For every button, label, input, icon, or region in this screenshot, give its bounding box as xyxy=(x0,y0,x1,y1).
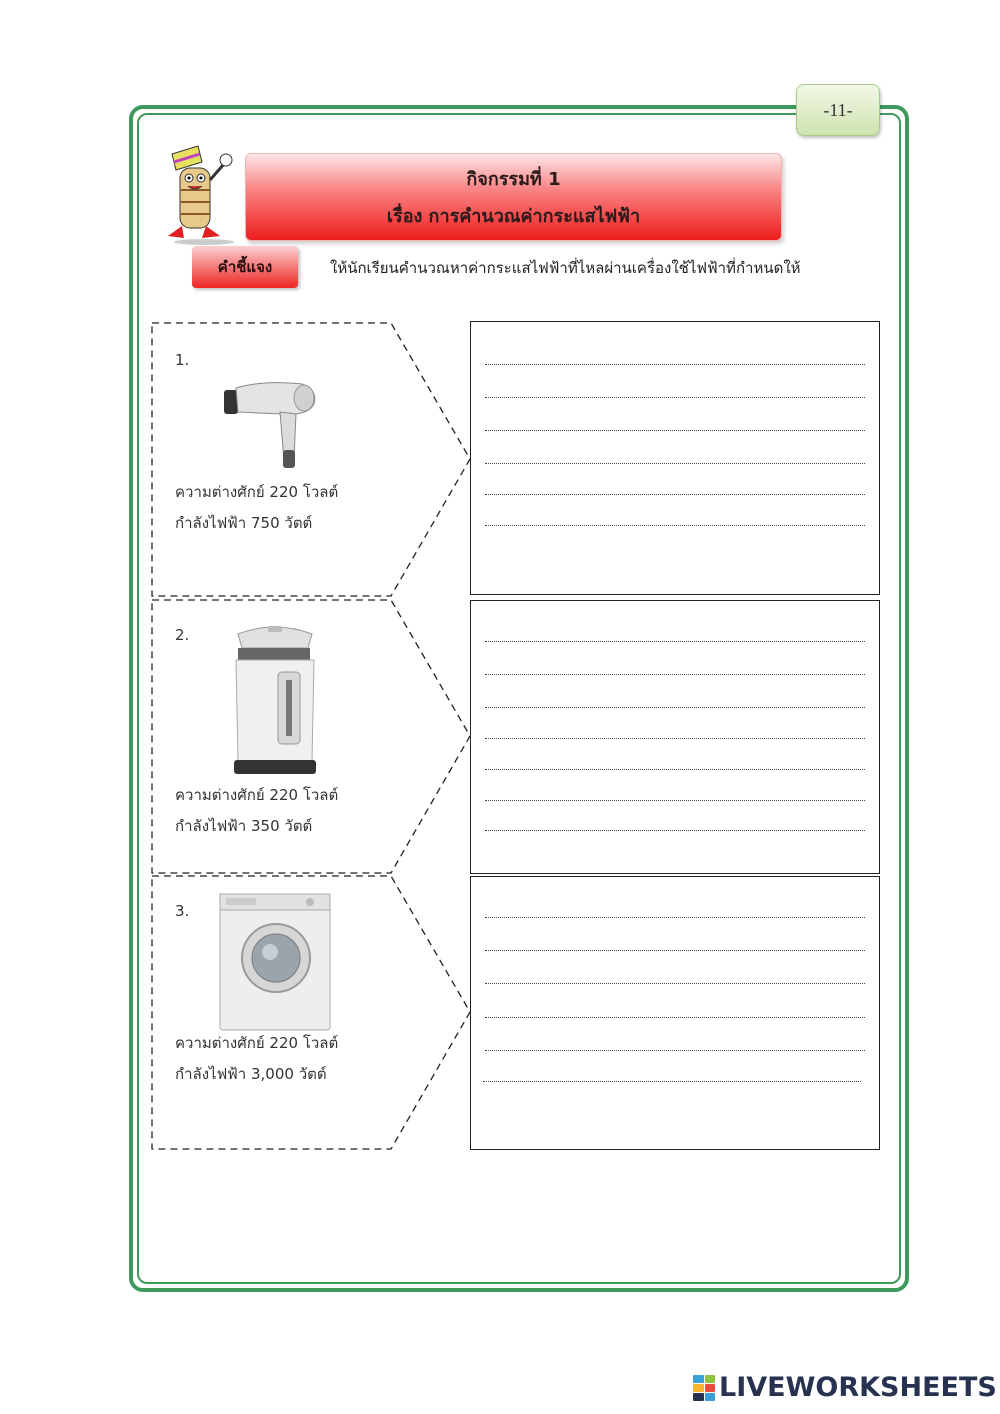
power-text: กำลังไฟฟ้า 750 วัตต์ xyxy=(175,514,313,532)
instruction-text: ให้นักเรียนคำนวณหาค่ากระแสไฟฟ้าที่ไหลผ่านเครื่องใช้ไฟฟ้าที่กำหนดให้ xyxy=(330,259,801,277)
answer-line[interactable] xyxy=(485,950,865,951)
answer-line[interactable] xyxy=(485,494,865,495)
exercise-number: 2. xyxy=(175,626,190,644)
exercise-specs xyxy=(175,1028,338,1090)
answer-line[interactable] xyxy=(483,1081,861,1082)
voltage-text: ความต่างศักย์ 220 โวลต์ xyxy=(175,483,339,501)
answer-line[interactable] xyxy=(485,463,865,464)
logo-text: LIVEWORKSHEETS xyxy=(719,1372,997,1403)
answer-line[interactable] xyxy=(485,800,865,801)
answer-box-1[interactable] xyxy=(470,321,880,595)
exercise-number: 1. xyxy=(175,351,190,369)
answer-box-3[interactable] xyxy=(470,876,880,1150)
answer-line[interactable] xyxy=(485,769,865,770)
answer-line[interactable] xyxy=(485,397,865,398)
answer-box-2[interactable] xyxy=(470,600,880,874)
exercise-specs xyxy=(175,477,338,539)
mascot-icon xyxy=(158,140,250,246)
answer-line[interactable] xyxy=(485,1050,865,1051)
answer-line[interactable] xyxy=(485,641,865,642)
answer-line[interactable] xyxy=(485,983,865,984)
page-number: -11- xyxy=(823,99,853,120)
answer-line[interactable] xyxy=(485,738,865,739)
exercise-number: 3. xyxy=(175,902,190,920)
logo-mark-icon xyxy=(693,1375,715,1401)
answer-line[interactable] xyxy=(485,674,865,675)
activity-title: กิจกรรมที่ 1 xyxy=(466,169,561,190)
answer-line[interactable] xyxy=(485,364,865,365)
answer-line[interactable] xyxy=(485,1017,865,1018)
instruction-label-text: คำชี้แจง xyxy=(217,258,273,276)
activity-subtitle: เรื่อง การคำนวณค่ากระแสไฟฟ้า xyxy=(386,206,641,227)
power-text: กำลังไฟฟ้า 350 วัตต์ xyxy=(175,817,313,835)
answer-line[interactable] xyxy=(485,525,865,526)
washing-machine-icon xyxy=(218,892,332,1032)
exercise-specs xyxy=(175,780,338,842)
instruction-label xyxy=(192,246,298,288)
liveworksheets-logo xyxy=(693,1372,997,1403)
voltage-text: ความต่างศักย์ 220 โวลต์ xyxy=(175,786,339,804)
electric-kettle-icon xyxy=(228,624,322,776)
hair-dryer-icon xyxy=(222,378,320,470)
answer-line[interactable] xyxy=(485,430,865,431)
voltage-text: ความต่างศักย์ 220 โวลต์ xyxy=(175,1034,339,1052)
page-number-tab xyxy=(796,84,880,136)
power-text: กำลังไฟฟ้า 3,000 วัตต์ xyxy=(175,1065,327,1083)
answer-line[interactable] xyxy=(485,830,865,831)
activity-title-banner xyxy=(245,153,782,241)
answer-line[interactable] xyxy=(485,917,865,918)
answer-line[interactable] xyxy=(485,707,865,708)
